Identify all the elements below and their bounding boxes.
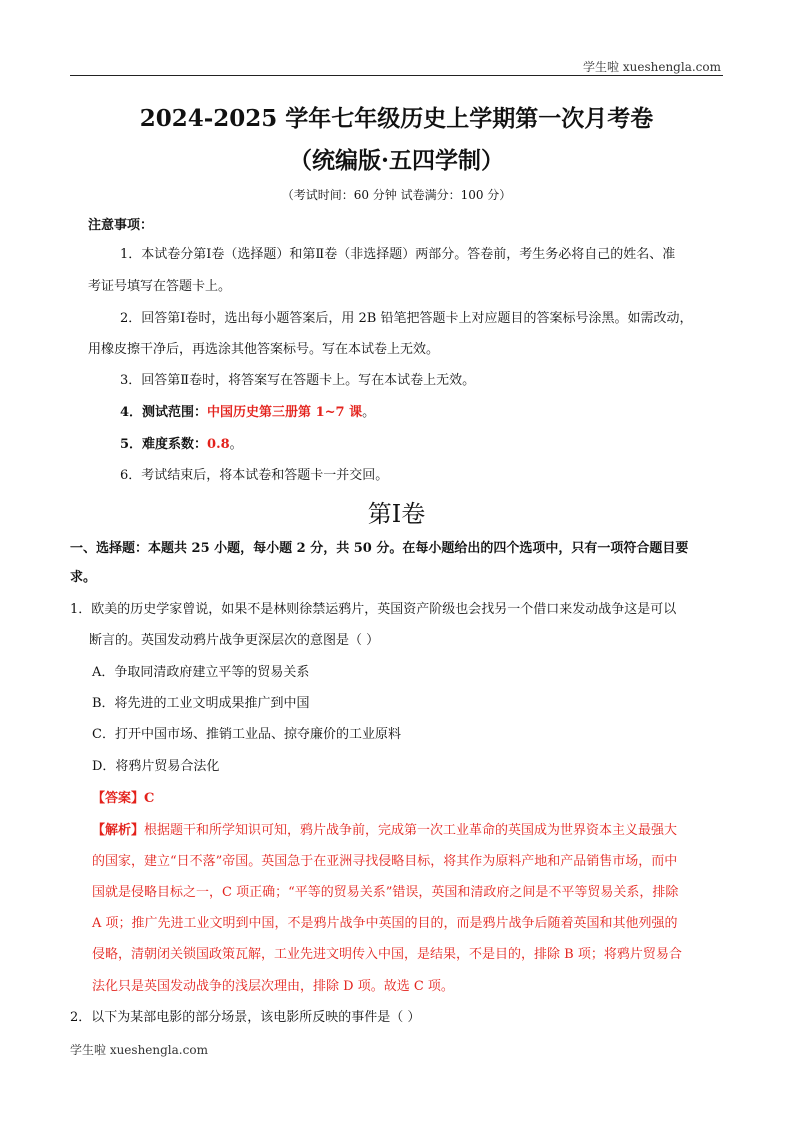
page-subtitle: （统编版·五四学制） — [288, 147, 504, 174]
question-1-analysis-line-4: A 项；推广先进工业文明到中国，不是鸦片战争中英国的目的，而是鸦片战争后随着英国和其他列强的 — [92, 916, 678, 931]
notes-heading: 注意事项： — [88, 218, 154, 233]
exam-info: （考试时间：60 分钟 试卷满分：100 分） — [281, 188, 512, 202]
question-1-option-b: B．将先进的工业文明成果推广到中国 — [92, 696, 310, 711]
question-1-analysis-line-6: 法化只是英国发动战争的浅层次理由，排除 D 项。故选 C 项。 — [92, 979, 454, 994]
note-5-end: 。 — [229, 437, 243, 452]
note-1-line-1: 1．本试卷分第Ⅰ卷（选择题）和第Ⅱ卷（非选择题）两部分。答卷前，考生务必将自己的姓名、准 — [120, 247, 676, 262]
note-3: 3．回答第Ⅱ卷时，将答案写在答题卡上。写在本试卷上无效。 — [120, 373, 476, 388]
note-4-end: 。 — [362, 405, 376, 420]
question-1-option-d: D．将鸦片贸易合法化 — [92, 759, 220, 774]
note-5-label: 5．难度系数： — [120, 437, 208, 452]
note-1-line-2: 考证号填写在答题卡上。 — [88, 279, 232, 294]
note-4-value: 中国历史第三册第 1~7 课 — [207, 405, 363, 420]
section-instructions-line-1: 一、选择题：本题共 25 小题，每小题 2 分，共 50 分。在每小题给出的四个选项中，只有一项符合题目要 — [70, 541, 689, 556]
question-1-line-1: 1．欧美的历史学家曾说，如果不是林则徐禁运鸦片，英国资产阶级也会找另一个借口来发动战争这是可以 — [70, 602, 677, 617]
footer-site-label: 学生啦 xueshengla.com — [70, 1043, 208, 1057]
question-2-line-1: 2．以下为某部电影的部分场景，该电影所反映的事件是（ ） — [70, 1010, 421, 1025]
header-rule — [70, 75, 723, 76]
analysis-text-1: 根据题干和所学知识可知，鸦片战争前，完成第一次工业革命的英国成为世界资本主义最强大 — [144, 823, 678, 838]
question-1-analysis-line-1 — [92, 821, 677, 841]
note-2-line-1: 2．回答第Ⅰ卷时，选出每小题答案后，用 2B 铅笔把答题卡上对应题目的答案标号涂黑。如需改动， — [120, 311, 693, 326]
note-2-line-2: 用橡皮擦干净后，再选涂其他答案标号。写在本试卷上无效。 — [88, 342, 440, 357]
note-4 — [120, 403, 375, 423]
question-1-answer: 【答案】C — [92, 791, 155, 806]
analysis-label: 【解析】 — [92, 823, 145, 838]
page-title: 2024-2025 学年七年级历史上学期第一次月考卷 — [139, 105, 654, 132]
question-1-analysis-line-3: 国就是侵略目标之一，C 项正确；“平等的贸易关系”错误，英国和清政府之间是不平等贸易关系，排除 — [92, 885, 679, 900]
header-site-label: 学生啦 xueshengla.com — [583, 60, 721, 74]
note-6: 6．考试结束后，将本试卷和答题卡一并交回。 — [120, 468, 389, 483]
note-5-value: 0.8 — [207, 437, 230, 452]
section-title: 第Ⅰ卷 — [367, 500, 426, 528]
section-instructions-line-2: 求。 — [70, 570, 97, 585]
question-1-option-a: A．争取同清政府建立平等的贸易关系 — [92, 665, 310, 680]
note-5 — [120, 435, 243, 455]
question-1-analysis-line-2: 的国家，建立“日不落”帝国。英国急于在亚洲寻找侵略目标，将其作为原料产地和产品销售市场，而中 — [92, 854, 678, 869]
question-1-line-2: 断言的。英国发动鸦片战争更深层次的意图是（ ） — [89, 633, 380, 648]
note-4-label: 4．测试范围： — [120, 405, 208, 420]
question-1-analysis-line-5: 侵略，清朝闭关锁国政策瓦解，工业先进文明传入中国，是结果，不是目的，排除 B 项；将鸦片贸易合 — [92, 947, 682, 962]
question-1-option-c: C．打开中国市场、推销工业品、掠夺廉价的工业原料 — [92, 727, 401, 742]
